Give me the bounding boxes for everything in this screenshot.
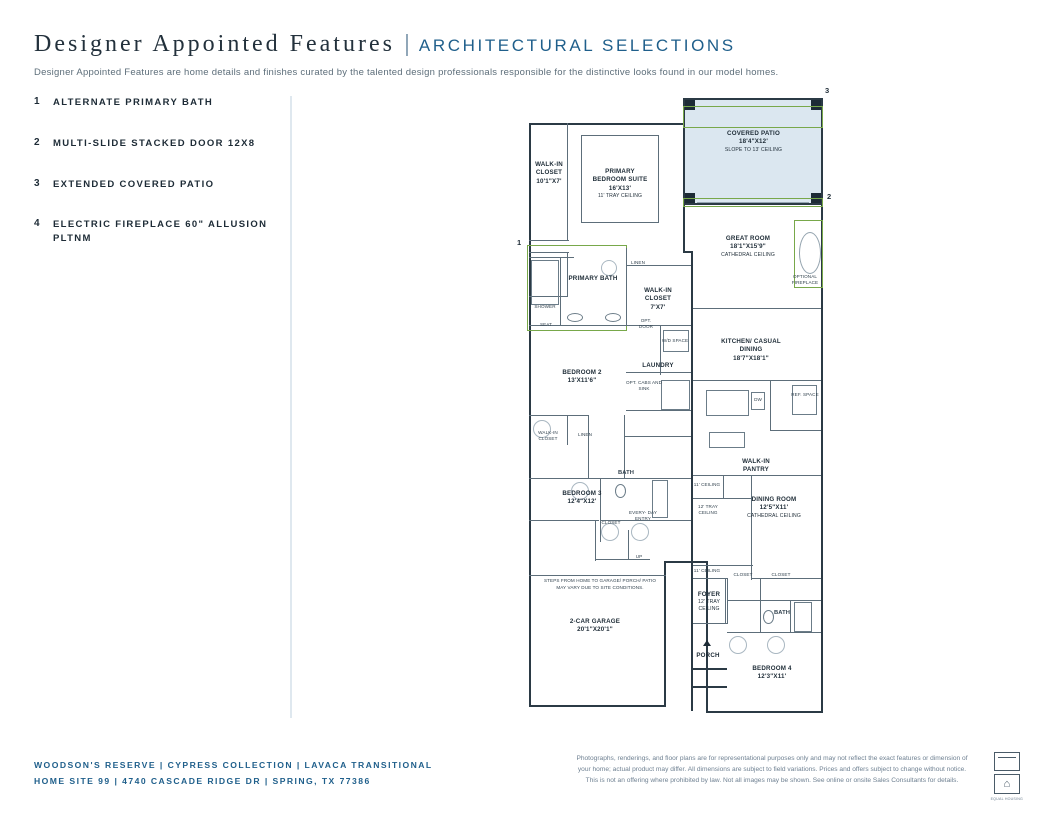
footer-line-1: WOODSON'S RESERVE | CYPRESS COLLECTION | LAVACA TRANSITIONAL (34, 760, 433, 770)
room-title: PRIMARY BEDROOM SUITE (592, 168, 648, 184)
label-closet-br4: CLOSET (771, 572, 791, 577)
feature-list (34, 96, 289, 273)
interior-wall (693, 475, 821, 476)
porch-wall (691, 668, 727, 670)
interior-wall (581, 135, 582, 223)
room-dim: 12'4"X12' (567, 498, 597, 506)
label-every-day-entry: EVERY- DAY ENTRY (629, 510, 657, 521)
exterior-wall (664, 561, 708, 563)
room-title: WALK-IN PANTRY (742, 458, 770, 474)
shower-fixture (531, 260, 559, 305)
footer-disclaimer (537, 753, 1007, 787)
label-closet-br3: CLOSET (601, 520, 621, 525)
room-label-great-room (705, 235, 791, 259)
interior-wall (628, 530, 629, 560)
room-label-laundry (629, 362, 687, 370)
room-label-foyer (691, 591, 727, 613)
room-title: FOYER (697, 591, 721, 598)
list-item (34, 178, 289, 192)
room-label-walk-in-closet-bath (631, 287, 685, 312)
door-swing-arc (631, 523, 649, 541)
room-dim: 16'X13' (608, 184, 632, 192)
interior-wall (760, 600, 761, 632)
laundry-counter-fixture (661, 380, 690, 410)
room-dim: 18'1"X15'9" (730, 243, 766, 251)
tub-fixture-lower (794, 602, 812, 632)
interior-wall (693, 623, 727, 624)
label-tray-12: 12' TRAY CEILING (698, 504, 718, 515)
room-dim: 7'X7' (650, 303, 666, 311)
room-dim: 12'5"X11' (759, 504, 789, 512)
title-line (34, 30, 934, 58)
room-title: BEDROOM 2 (562, 369, 602, 376)
room-note: CATHEDRAL CEILING (747, 512, 801, 519)
room-title: BEDROOM 4 (752, 665, 792, 672)
fireplace-arc (799, 232, 821, 274)
page-subtitle-heading: ARCHITECTURAL SELECTIONS (418, 36, 736, 55)
label-opt-door: OPT. DOOR (638, 318, 654, 329)
room-label-bedroom-4 (733, 665, 811, 682)
door-swing-arc (767, 636, 785, 654)
page-title: Designer Appointed Features (34, 31, 395, 57)
porch-wall (691, 668, 693, 688)
interior-wall (693, 565, 753, 566)
label-opt-cabs-sink: OPT. CABS AND SINK (625, 380, 663, 391)
label-ceiling-11-b: 11' CEILING (693, 568, 721, 573)
exterior-wall (683, 203, 685, 253)
interior-wall (529, 240, 569, 241)
interior-wall (588, 415, 589, 479)
porch-wall (691, 686, 727, 688)
floor-plan (505, 80, 865, 730)
builder-logo-icon (994, 752, 1020, 771)
room-title: 2-CAR GARAGE (569, 618, 621, 625)
interior-wall (624, 436, 691, 437)
list-item (34, 218, 289, 246)
interior-wall (626, 372, 691, 373)
toilet-fixture-lower (763, 610, 774, 624)
interior-wall (560, 257, 561, 325)
slider-track (697, 202, 809, 203)
room-label-two-car-garage (547, 618, 643, 635)
sink-fixture (605, 313, 621, 322)
room-label-bedroom-2 (545, 369, 619, 386)
label-optional-fireplace: OPTIONAL FIREPLACE (791, 274, 819, 285)
feature-number: 4 (34, 218, 41, 230)
refrigerator-fixture (792, 385, 817, 415)
label-bath-lower: BATH (773, 610, 791, 616)
door-swing-arc (729, 636, 747, 654)
room-dim: 18'4"X12' (738, 138, 768, 146)
room-label-primary-bath (565, 275, 621, 283)
label-bath-mid: BATH (617, 470, 635, 476)
label-walk-in-closet-small: WALK-IN CLOSET (538, 430, 558, 441)
callout-2: 2 (827, 192, 832, 201)
room-label-primary-bedroom-suite (589, 168, 651, 200)
room-label-covered-patio (701, 130, 806, 154)
interior-wall (529, 257, 574, 258)
interior-wall (529, 520, 599, 521)
room-note: 11' TRAY CEILING (597, 193, 643, 200)
disclaimer-line-3: This is not an offering where prohibited by law. Not all images may be shown. See online or onsite Sales Consultants for details. (585, 777, 959, 785)
interior-wall (595, 520, 596, 561)
room-dim: 12'3"X11' (757, 673, 787, 681)
label-ref-space: REF. SPACE (791, 392, 819, 397)
entry-arrow-icon (703, 640, 711, 646)
feature-number: 3 (34, 177, 41, 189)
feature-label: ALTERNATE PRIMARY BATH (53, 97, 214, 108)
feature-number: 2 (34, 136, 41, 148)
interior-wall (770, 430, 821, 431)
interior-wall (760, 578, 761, 600)
page-header (34, 30, 934, 78)
interior-wall (693, 308, 821, 309)
room-label-walk-in-pantry (733, 458, 779, 475)
interior-wall (626, 410, 691, 411)
list-item (34, 96, 289, 110)
list-item (34, 137, 289, 151)
room-label-bedroom-3 (545, 490, 619, 507)
interior-wall (658, 135, 659, 223)
room-note: 12' TRAY CEILING (698, 599, 720, 613)
room-dim: 18'7"X18'1" (733, 354, 769, 362)
interior-wall (529, 575, 666, 576)
room-title: KITCHEN/ CASUAL DINING (721, 338, 781, 354)
label-ceiling-11-a: 11' CEILING (693, 482, 721, 487)
interior-wall (581, 222, 659, 223)
room-title: LAUNDRY (642, 362, 674, 369)
page-description: Designer Appointed Features are home details and finishes curated by the talented design professionals responsible for the distinctive looks found in our model homes. (34, 67, 779, 78)
label-garage-note: STEPS FROM HOME TO GARAGE/ PORCH/ PATIO MAY VARY DUE TO SITE CONDITIONS. (543, 578, 657, 590)
footer-logos (991, 752, 1023, 801)
room-dim: 13'X11'6" (567, 377, 597, 385)
equal-housing-icon: ⌂ (994, 774, 1020, 794)
exterior-wall (529, 123, 685, 125)
label-linen-upper: LINEN (630, 260, 646, 265)
exterior-wall (706, 561, 708, 713)
exterior-wall (691, 251, 693, 711)
door-swing-arc (601, 260, 617, 276)
room-title: COVERED PATIO (727, 130, 780, 137)
room-label-dining-room (743, 496, 805, 520)
extended-covered-patio-highlight (683, 106, 823, 128)
callout-1: 1 (517, 238, 522, 247)
interior-wall (600, 478, 691, 479)
feature-number: 1 (34, 96, 41, 107)
label-linen-lower: LINEN (577, 432, 593, 437)
label-dw: DW (754, 397, 762, 402)
exterior-wall (664, 561, 666, 707)
room-label-kitchen-casual-dining (711, 338, 791, 363)
interior-wall (723, 475, 724, 498)
interior-wall (529, 415, 589, 416)
room-title: PRIMARY BATH (568, 275, 618, 282)
interior-wall (693, 380, 821, 381)
equal-housing-caption: EQUAL HOUSING (990, 797, 1023, 801)
interior-wall (751, 578, 821, 579)
room-label-porch (691, 652, 725, 660)
room-title: WALK-IN CLOSET (535, 161, 563, 177)
label-closet-hall: CLOSET (733, 572, 753, 577)
label-up: UP (635, 554, 643, 559)
room-title: PORCH (696, 652, 720, 659)
exterior-wall (706, 711, 822, 713)
callout-3: 3 (825, 86, 830, 95)
vertical-divider (290, 96, 292, 718)
interior-wall (581, 135, 659, 136)
exterior-wall (683, 98, 823, 100)
feature-label: EXTENDED COVERED PATIO (53, 178, 215, 190)
label-shower: SHOWER (534, 304, 556, 309)
sink-fixture (567, 313, 583, 322)
interior-wall (693, 578, 727, 579)
room-title: GREAT ROOM (725, 235, 771, 242)
room-title: WALK-IN CLOSET (644, 287, 672, 303)
room-label-walk-in-closet-primary (527, 161, 571, 186)
range-fixture (709, 432, 745, 448)
disclaimer-line-2: your home; actual product may differ. All dimensions are subject to field variations. Prices and offers subject to change without notice. (577, 766, 967, 774)
title-separator: | (403, 30, 410, 56)
interior-wall (770, 380, 771, 430)
kitchen-island-fixture (706, 390, 749, 416)
disclaimer-line-1: Photographs, renderings, and floor plans are for representational purposes only and may not reflect the exact features or dimension of (576, 755, 968, 762)
exterior-wall (529, 705, 666, 707)
feature-label: ELECTRIC FIREPLACE 60" ALLUSION PLTNM (53, 219, 268, 245)
feature-label: MULTI-SLIDE STACKED DOOR 12X8 (53, 137, 256, 149)
footer-community-info (34, 758, 433, 790)
room-note: SLOPE TO 13' CEILING (724, 146, 783, 153)
footer-line-2: HOME SITE 99 | 4740 CASCADE RIDGE DR | SPRING, TX 77386 (34, 775, 371, 786)
interior-wall (727, 632, 821, 633)
room-title: BEDROOM 3 (562, 490, 602, 497)
room-dim: 10'1"X7' (536, 177, 562, 185)
interior-wall (567, 415, 568, 445)
room-note: CATHEDRAL CEILING (721, 251, 775, 258)
room-title: DINING ROOM (751, 496, 797, 503)
room-dim: 20'1"X20'1" (577, 626, 613, 634)
label-wd-space: W/D SPACE (661, 338, 689, 343)
label-seat: SEAT (539, 322, 553, 327)
